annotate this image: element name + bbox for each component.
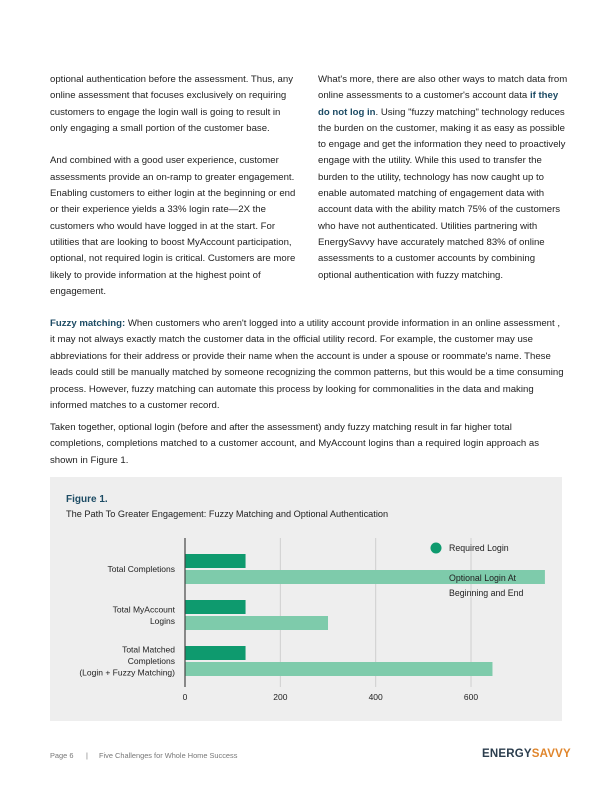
x-tick-label: 400 bbox=[368, 692, 383, 702]
bar-optional bbox=[185, 616, 328, 630]
category-label: Completions bbox=[127, 656, 175, 666]
fuzzy-matching-body: When customers who aren't logged into a utility account provide information in an online assessment , it may not always exactly match the customer data in the official utility record. For example, the customer may use abbreviations for their address or provide their name when the account is under a spouse or roommate's name. These leads could still be manually matched by someone recognizing the common patterns, but this would be a time consuming process. However, fuzzy matching can automate this process by looking for commonalities in the data and making informed matches to a customer record. bbox=[50, 318, 564, 412]
category-label: Total Matched bbox=[122, 644, 175, 655]
summary-paragraph: Taken together, optional login (before and after the assessment) andy fuzzy matching result in far higher total completions, completions matched to a customer account, and MyAccount logins than a required login approach as shown in Figure 1. bbox=[50, 422, 540, 466]
legend-swatch bbox=[431, 543, 442, 554]
x-tick-label: 200 bbox=[273, 692, 288, 702]
figure-number: Figure 1. bbox=[66, 494, 108, 505]
category-label: (Login + Fuzzy Matching) bbox=[79, 667, 175, 678]
right-paragraph-1 bbox=[318, 72, 568, 284]
fuzzy-matching-paragraph bbox=[50, 316, 566, 414]
legend-label: Beginning and End bbox=[449, 588, 524, 598]
category-label: Logins bbox=[149, 615, 175, 626]
bar-optional bbox=[185, 662, 492, 676]
fuzzy-matching-lead: Fuzzy matching: bbox=[50, 318, 126, 329]
right-paragraph-text-a: What's more, there are also other ways to match data from online assessments to a customer's account data bbox=[318, 74, 568, 102]
figure-title: The Path To Greater Engagement: Fuzzy Matching and Optional Authentication bbox=[66, 509, 389, 519]
figure-1 bbox=[50, 477, 562, 721]
logo-savvy: SAVVY bbox=[531, 748, 571, 760]
right-column bbox=[318, 72, 568, 284]
bar-required bbox=[185, 646, 246, 660]
right-paragraph-highlight: if they do not log in bbox=[318, 90, 559, 118]
x-tick-label: 600 bbox=[463, 692, 479, 702]
legend-label: Required Login bbox=[449, 543, 509, 553]
x-tick-label: 0 bbox=[182, 692, 188, 702]
logo-energy: ENERGY bbox=[482, 748, 532, 760]
energysavvy-logo bbox=[482, 748, 571, 760]
right-paragraph-text-b: . Using "fuzzy matching" technology reduces the burden on the customer, making it as easy as possible to engage and get the information they need to proactively engage with the utility. While this used to transfer the burden to the utility, technology has now caught up to enable automated matching of engagement data with account data with the ability match 75% of the customers who have not authenticated. Utilities partnering with EnergySavvy have accurately matched 83% of online assessments to a customer accounts by combining optional authentication with fuzzy matching. bbox=[318, 106, 566, 281]
footer-page-number: Page 6 bbox=[50, 751, 74, 760]
left-column bbox=[50, 72, 300, 300]
footer-separator: | bbox=[86, 751, 88, 760]
left-paragraph-2: And combined with a good user experience, customer assessments provide an on-ramp to greater engagement. Enabling customers to either login at the beginning or end or their experience yields a 33% login rate—2X the customers who would have logged in at the start. For utilities that are looking to boost MyAccount participation, optional, not required login is critical. Customers are more likely to provide information at the highest point of engagement. bbox=[50, 155, 296, 297]
category-label: Total MyAccount bbox=[112, 604, 175, 615]
legend-label: Optional Login At bbox=[449, 573, 517, 583]
engagement-bar-chart bbox=[50, 477, 562, 721]
footer-document-title: Five Challenges for Whole Home Success bbox=[99, 751, 238, 760]
bar-required bbox=[185, 600, 246, 614]
bar-required bbox=[185, 554, 246, 568]
left-paragraph-1: optional authentication before the assessment. Thus, any online assessment that focuses exclusively on requiring customers to engage the login wall is going to result in only engaging a small portion of the customer base. bbox=[50, 74, 294, 134]
category-label: Total Completions bbox=[107, 564, 175, 574]
legend-swatch bbox=[431, 573, 442, 584]
